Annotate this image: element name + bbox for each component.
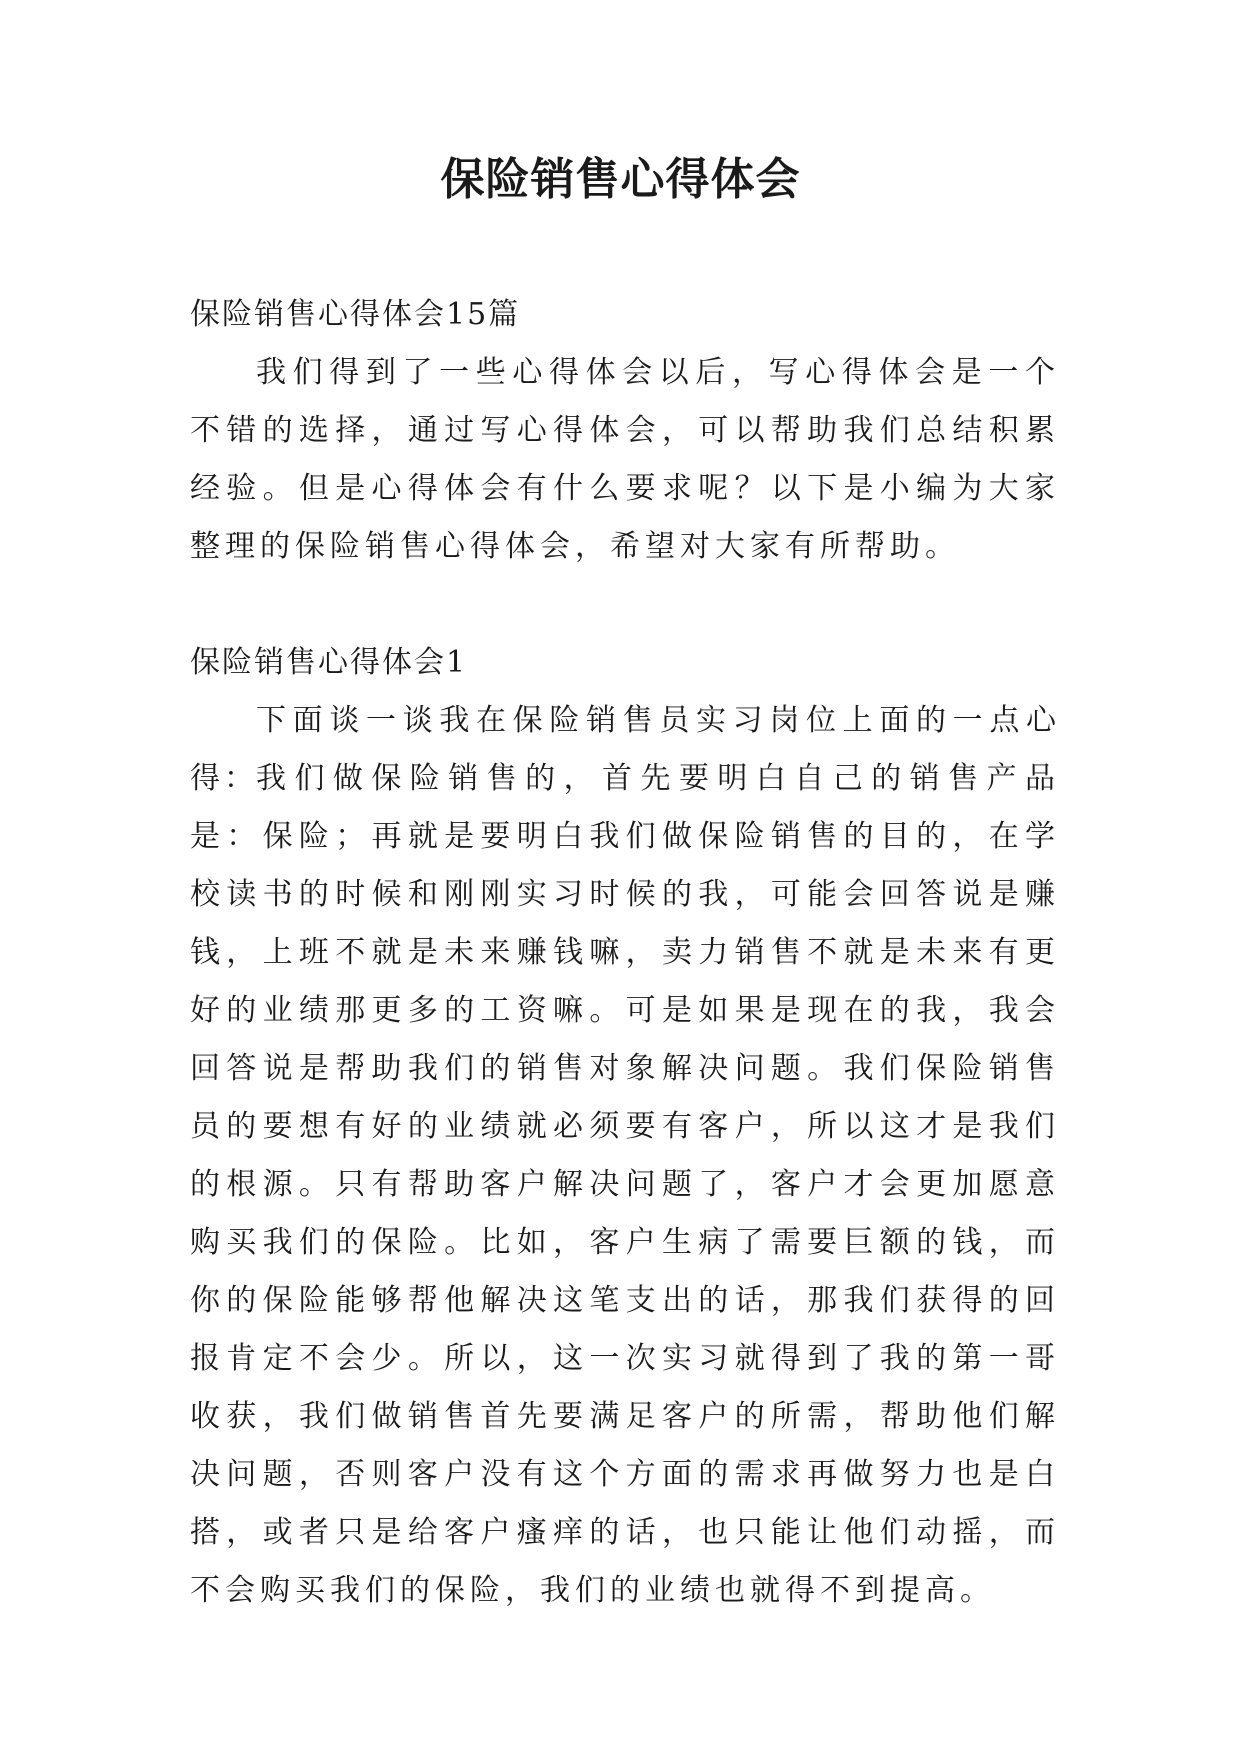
section-1-paragraph-1: 下面谈一谈我在保险销售员实习岗位上面的一点心得： — [190, 703, 1060, 796]
section-1-paragraph-2: 我们做保险销售的，首先要明白自己的销售产品是：保险；再就是要明白我们做保险销售的目的，在学校读书的时候和刚刚实习时候的我，可能会回答说是赚钱，上班不就是未来赚钱嘛，卖力销售不就是未来有更好的业绩那更多的工资嘛。可是如果是现在的我，我会回答说是帮助我们的销售对象解决问题。我们保险销售员的要想有好的业绩就必须要有客户，所以这才是我们的根源。只有帮助客户解决问题了，客户才会更加愿意购买我们的保险。比如，客户生病了需要巨额的钱，而你的保险能够帮他解决这笔支出的话，那我们获得的回报肯定不会少。所以，这一次实习就得到了我的第一哥收获，我们做销售首先要满足客户的所需，帮助他们解决问题，否则客户没有这个方面的需求再做努力也是白搭，或者只是给客户瘙痒的话，也只能让他们动摇，而不会购买我们的保险，我们的业绩也就得不到提高。 — [190, 761, 1060, 1608]
section-1-heading: 保险销售心得体会1 — [190, 645, 468, 680]
collection-heading: 保险销售心得体会15篇 — [190, 297, 521, 332]
intro-paragraph: 我们得到了一些心得体会以后，写心得体会是一个不错的选择，通过写心得体会，可以帮助我们总结积累经验。但是心得体会有什么要求呢？以下是小编为大家整理的保险销售心得体会，希望对大家有所帮助。 — [190, 355, 1060, 564]
document-title: 保险销售心得体会 — [440, 154, 801, 205]
